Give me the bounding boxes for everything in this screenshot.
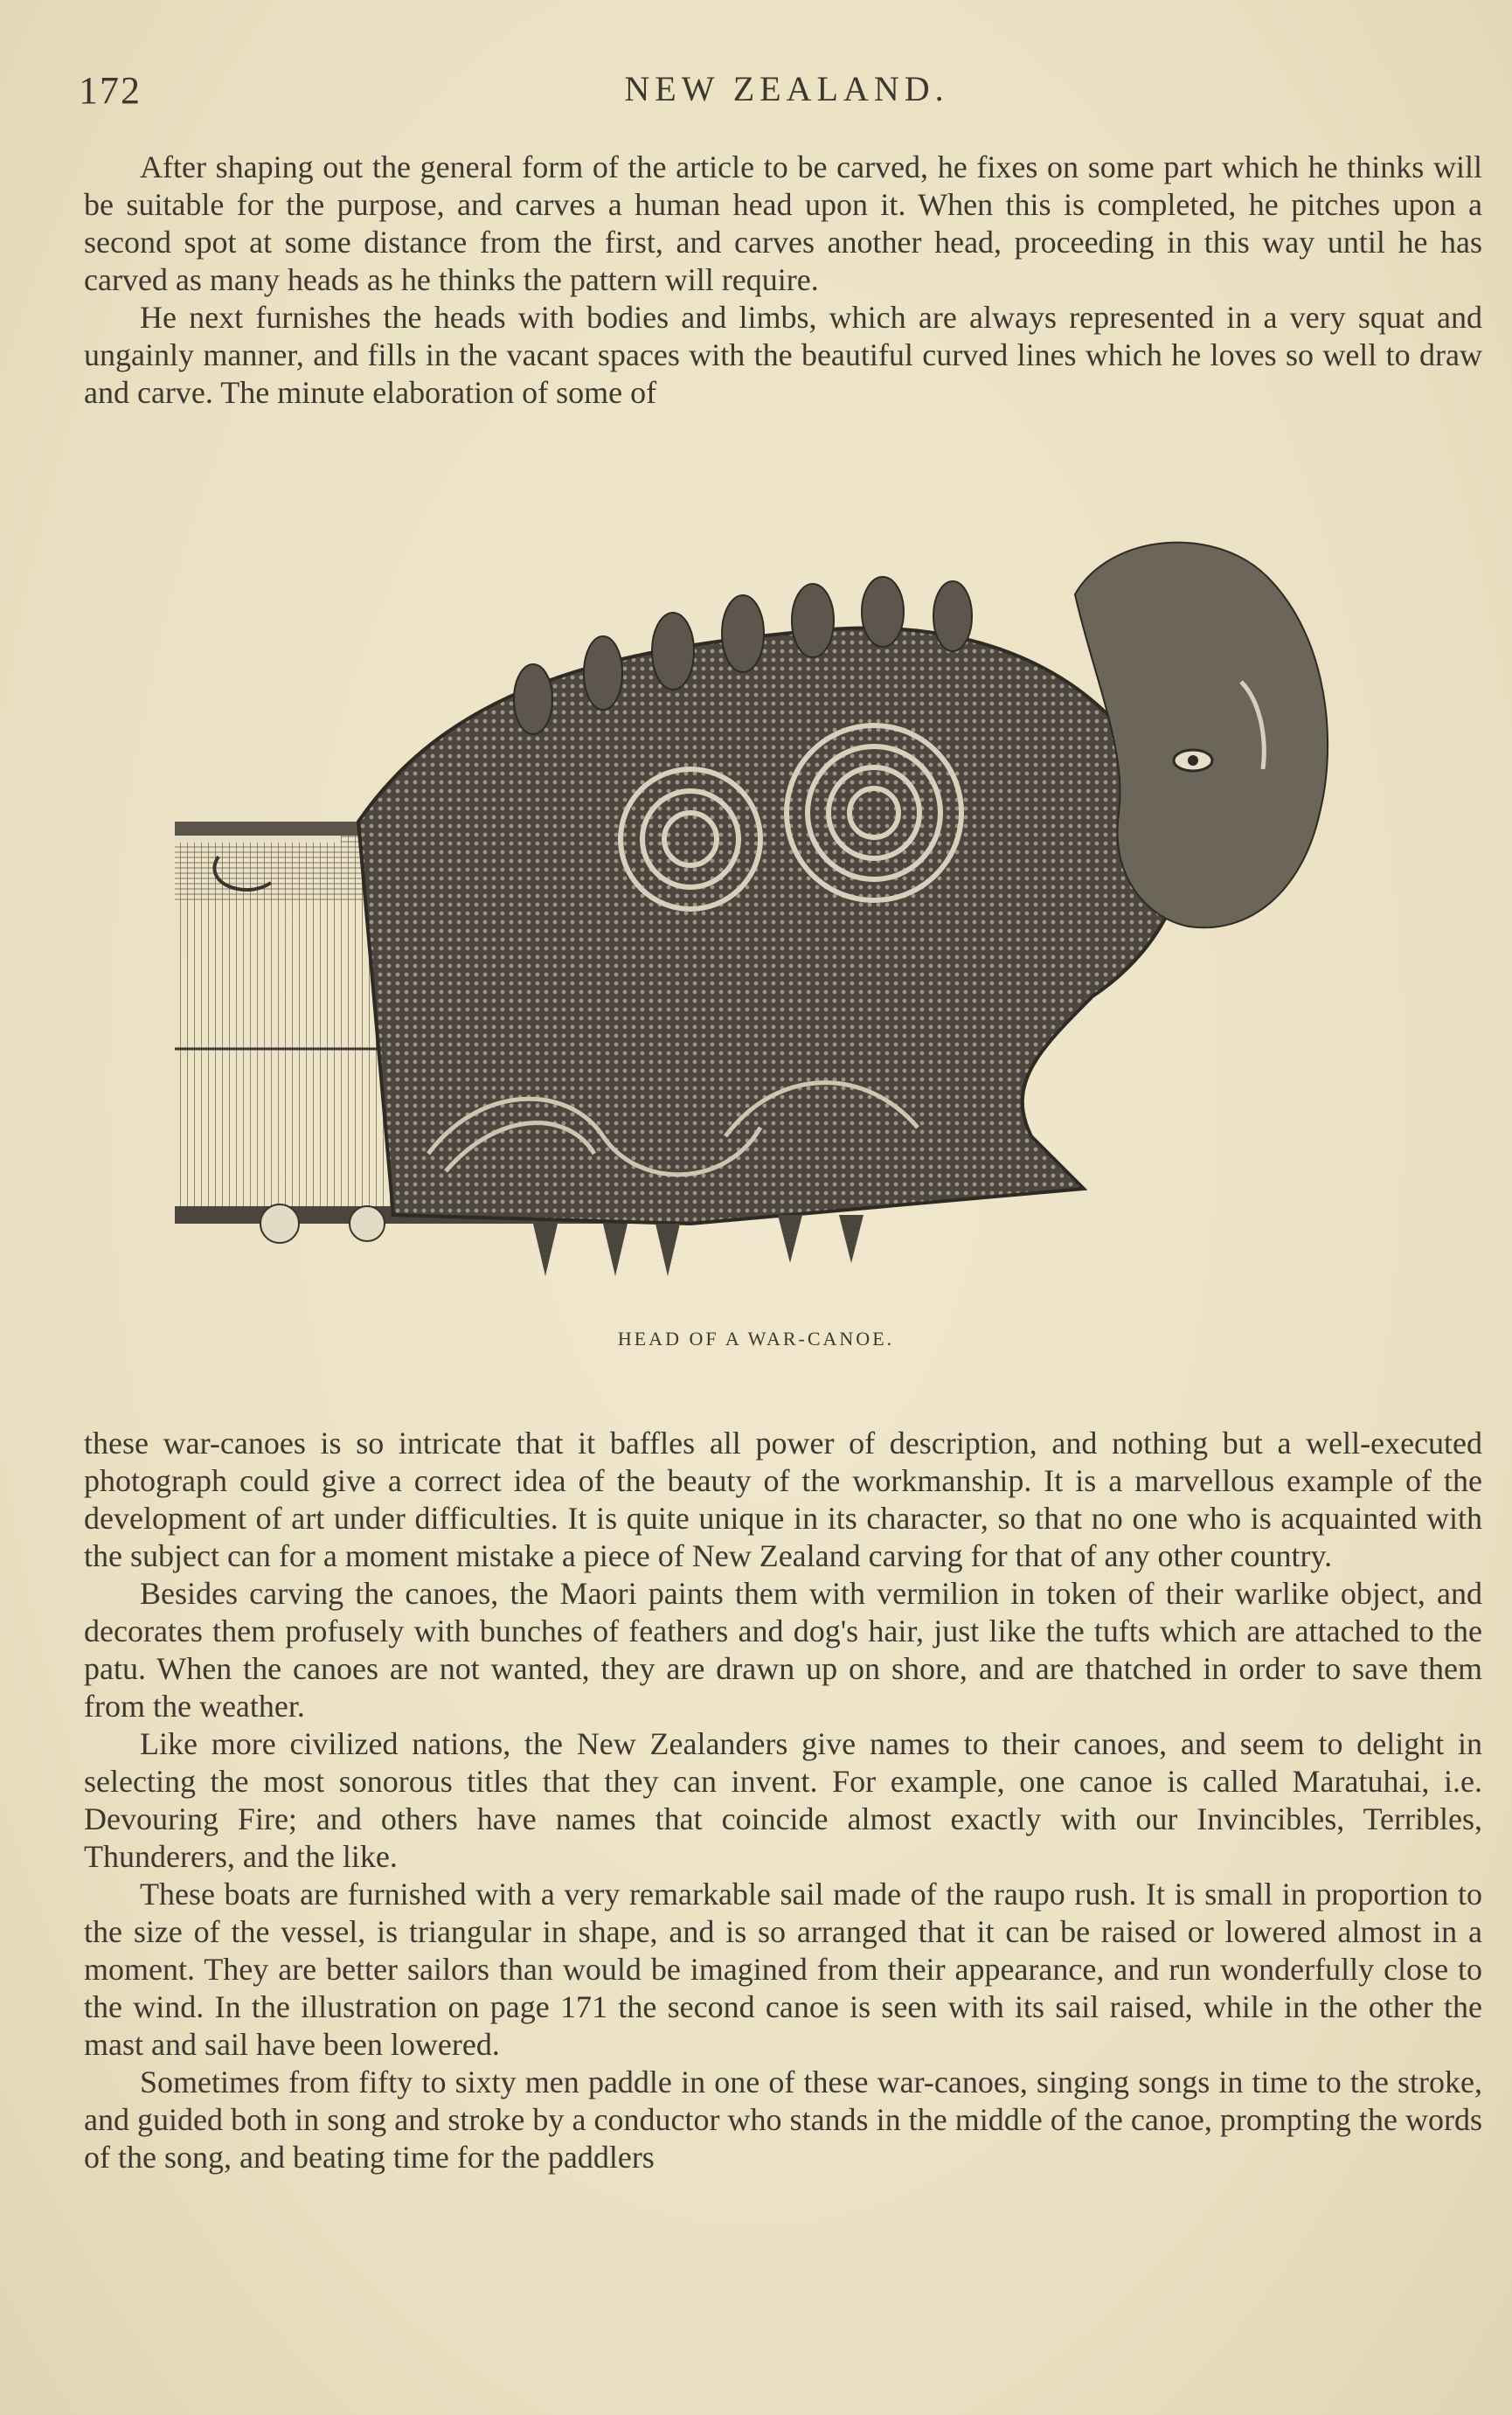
page-header (79, 68, 1495, 121)
paragraph: Sometimes from fifty to sixty men paddle in one of these war-canoes, singing songs in time to the stroke, and guided both in song and stroke by a conductor who stands in the middle of the canoe, prompting the words of the song, and beating time for the paddlers (84, 2065, 1482, 2175)
body-text-top (84, 149, 1482, 412)
paragraph: Like more civilized nations, the New Zealanders give names to their canoes, and seem to delight in selecting the most sonorous titles that they can invent. For example, one canoe is called Maratuhai, i.e. Devouring Fire; and others have names that coincide almost exactly with our Invincibles, Terribles, Thunderers, and the like. (84, 1726, 1482, 1874)
paragraph: these war-canoes is so intricate that it baffles all power of description, and nothing but a well-executed photograph could give a correct idea of the beauty of the workmanship. It is a marvellous example of the development of art under difficulties. It is quite unique in its character, so that no one who is acquainted with the subject can for a moment mistake a piece of New Zealand carving for that of any other country. (84, 1426, 1482, 1573)
page-number: 172 (79, 69, 142, 112)
body-text-bottom (84, 1425, 1482, 2176)
paragraph: After shaping out the general form of the article to be carved, he fixes on some part which he thinks will be suitable for the purpose, and carves a human head upon it. When this is completed, he pitches upon a second spot at some distance from the first, and carves another head, proceeding in this way until he has carved as many heads as he thinks the pattern will require. (84, 149, 1482, 297)
paragraph: He next furnishes the heads with bodies and limbs, which are always represented in a very squat and ungainly manner, and fills in the vacant spaces with the beautiful curved lines which he loves so well to draw and carve. The minute elaboration of some of (84, 300, 1482, 410)
paragraph: Besides carving the canoes, the Maori paints them with vermilion in token of their warlike object, and decorates them profusely with bunches of feathers and dog's hair, just like the tufts which are attached to the patu. When the canoes are not wanted, they are drawn up on shore, and are thatched in order to save them from the weather. (84, 1576, 1482, 1724)
running-head: NEW ZEALAND. (624, 69, 949, 108)
paragraph: These boats are furnished with a very remarkable sail made of the raupo rush. It is small in proportion to the size of the vessel, is triangular in shape, and is so arranged that it can be raised or lowered almost in a moment. They are better sailors than would be imagined from their appearance, and run wonderfully close to the wind. In the illustration on page 171 the second canoe is seen with its sail raised, while in the other the mast and sail have been lowered. (84, 1877, 1482, 2062)
war-canoe-illustration (166, 524, 1416, 1329)
figure-caption: HEAD OF A WAR-CANOE. (617, 1328, 895, 1350)
